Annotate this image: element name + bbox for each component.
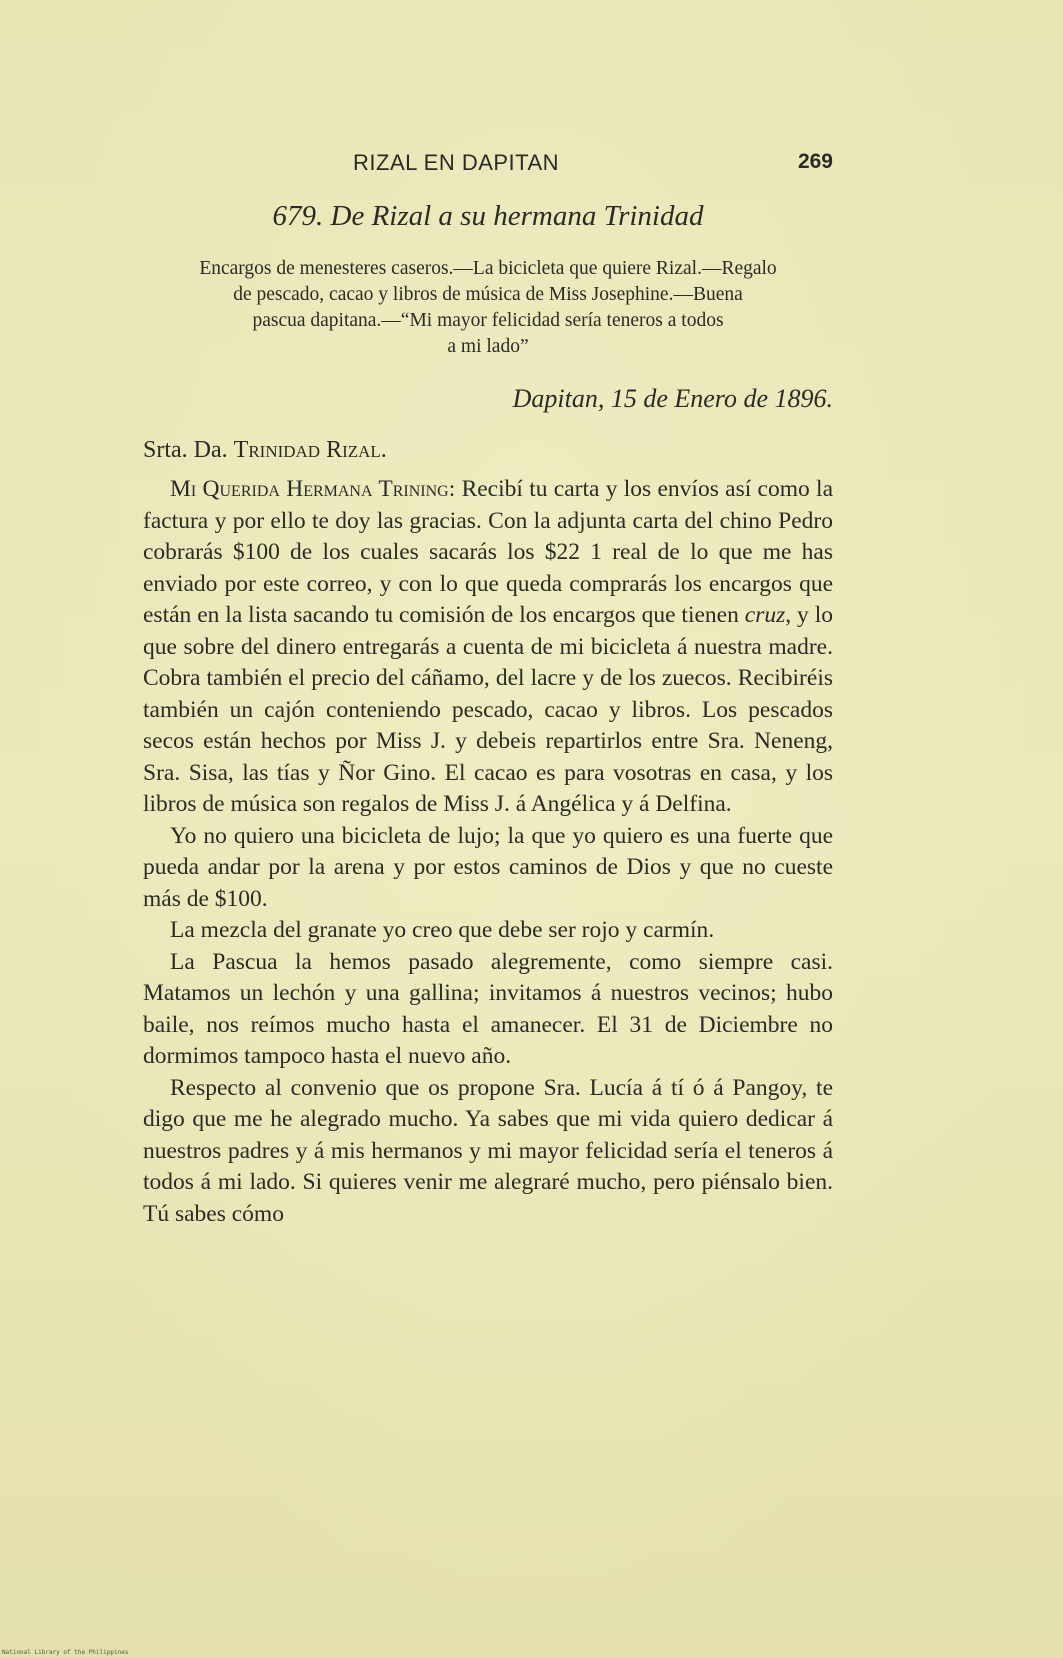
recipient-line — [143, 437, 387, 464]
recipient-name: Trinidad Rizal. — [233, 437, 387, 463]
paragraph: La mezcla del granate yo creo que debe ser rojo y carmín. — [170, 917, 715, 943]
library-credit: National Library of the Philippines — [2, 1649, 129, 1656]
paragraph: La Pascua la hemos pasado alegremente, como siempre casi. Matamos un lechón y una gallina; invitamos á nuestros vecinos; hubo baile, nos reímos mucho hasta el amanecer. El 31 de Diciembre no dormimos tampoco hasta el nuevo año. — [143, 948, 833, 1069]
dateline: Dapitan, 15 de Enero de 1896. — [512, 384, 833, 413]
letter-title: 679. De Rizal a su hermana Trinidad — [272, 200, 704, 232]
paragraph-text: Recibí tu carta y los envíos así como la factura y por ello te doy las gracias. Con la adjunta carta del chino Pedro cobrarás $100 de los cuales sacarás los $22 1 real de lo que me has enviado por este correo, y con lo que queda comprarás los encargos que están en la lista sacando tu comisión de los encargos que tienen — [143, 476, 833, 628]
page-number: 269 — [797, 150, 833, 173]
running-title: RIZAL EN DAPITAN — [353, 150, 560, 175]
greeting: Mi Querida Hermana Trining — [170, 476, 449, 502]
letter-body — [143, 474, 833, 1230]
recipient-prefix: Srta. Da. — [143, 437, 228, 463]
summary-line: pascua dapitana.—“Mi mayor felicidad sería teneros a todos — [252, 310, 724, 331]
paragraph-text: , y lo que sobre del dinero entregarás a cuenta de mi bicicleta á nuestra madre. Cobra también el precio del cáñamo, del lacre y de los zuecos. Recibiréis también un cajón conteniendo pescado, cacao y libros. Los pescados secos están hechos por Miss J. y debeis repartirlos entre Sra. Neneng, Sra. Sisa, las tías y Ñor Gino. El cacao es para vosotras en casa, y los libros de música son regalos de Miss J. á Angélica y á Delfina. — [143, 602, 834, 817]
paragraph: Yo no quiero una bicicleta de lujo; la que yo quiero es una fuerte que pueda andar por la arena y por estos caminos de Dios y que no cueste más de $100. — [143, 822, 833, 912]
letter-summary — [143, 256, 833, 360]
italic-word: cruz — [744, 602, 786, 628]
paragraph: Respecto al convenio que os propone Sra. Lucía á tí ó á Pangoy, te digo que me he alegrado mucho. Ya sabes que mi vida quiero dedicar á nuestros padres y á mis hermanos y mi mayor felicidad sería el teneros á todos á mi lado. Si quieres venir me alegraré mucho, pero piénsalo bien. Tú sabes cómo — [143, 1074, 833, 1227]
summary-line: a mi lado” — [447, 336, 529, 357]
summary-line: de pescado, cacao y libros de música de Miss Josephine.—Buena — [233, 284, 743, 305]
page-header — [143, 150, 833, 180]
summary-line: Encargos de menesteres caseros.—La bicicleta que quiere Rizal.—Regalo — [199, 258, 777, 279]
paragraph: Mi Querida Hermana Trining: Recibí tu carta y los envíos así como la factura y por ello te doy las gracias. Con la adjunta carta del chino Pedro cobrarás $100 de los cuales sacarás los $22 1 real de lo que me has enviado por este correo, y con lo que queda comprarás los encargos que están en la lista sacando tu comisión de los encargos que tienen cruz, y lo que sobre del dinero entregarás a cuenta de mi bicicleta á nuestra madre. Cobra también el precio del cáñamo, del lacre y de los zuecos. Recibiréis también un cajón conteniendo pescado, cacao y libros. Los pescados secos están hechos por Miss J. y debeis repartirlos entre Sra. Neneng, Sra. Sisa, las tías y Ñor Gino. El cacao es para vosotras en casa, y los libros de música son regalos de Miss J. á Angélica y á Delfina. — [143, 476, 834, 817]
